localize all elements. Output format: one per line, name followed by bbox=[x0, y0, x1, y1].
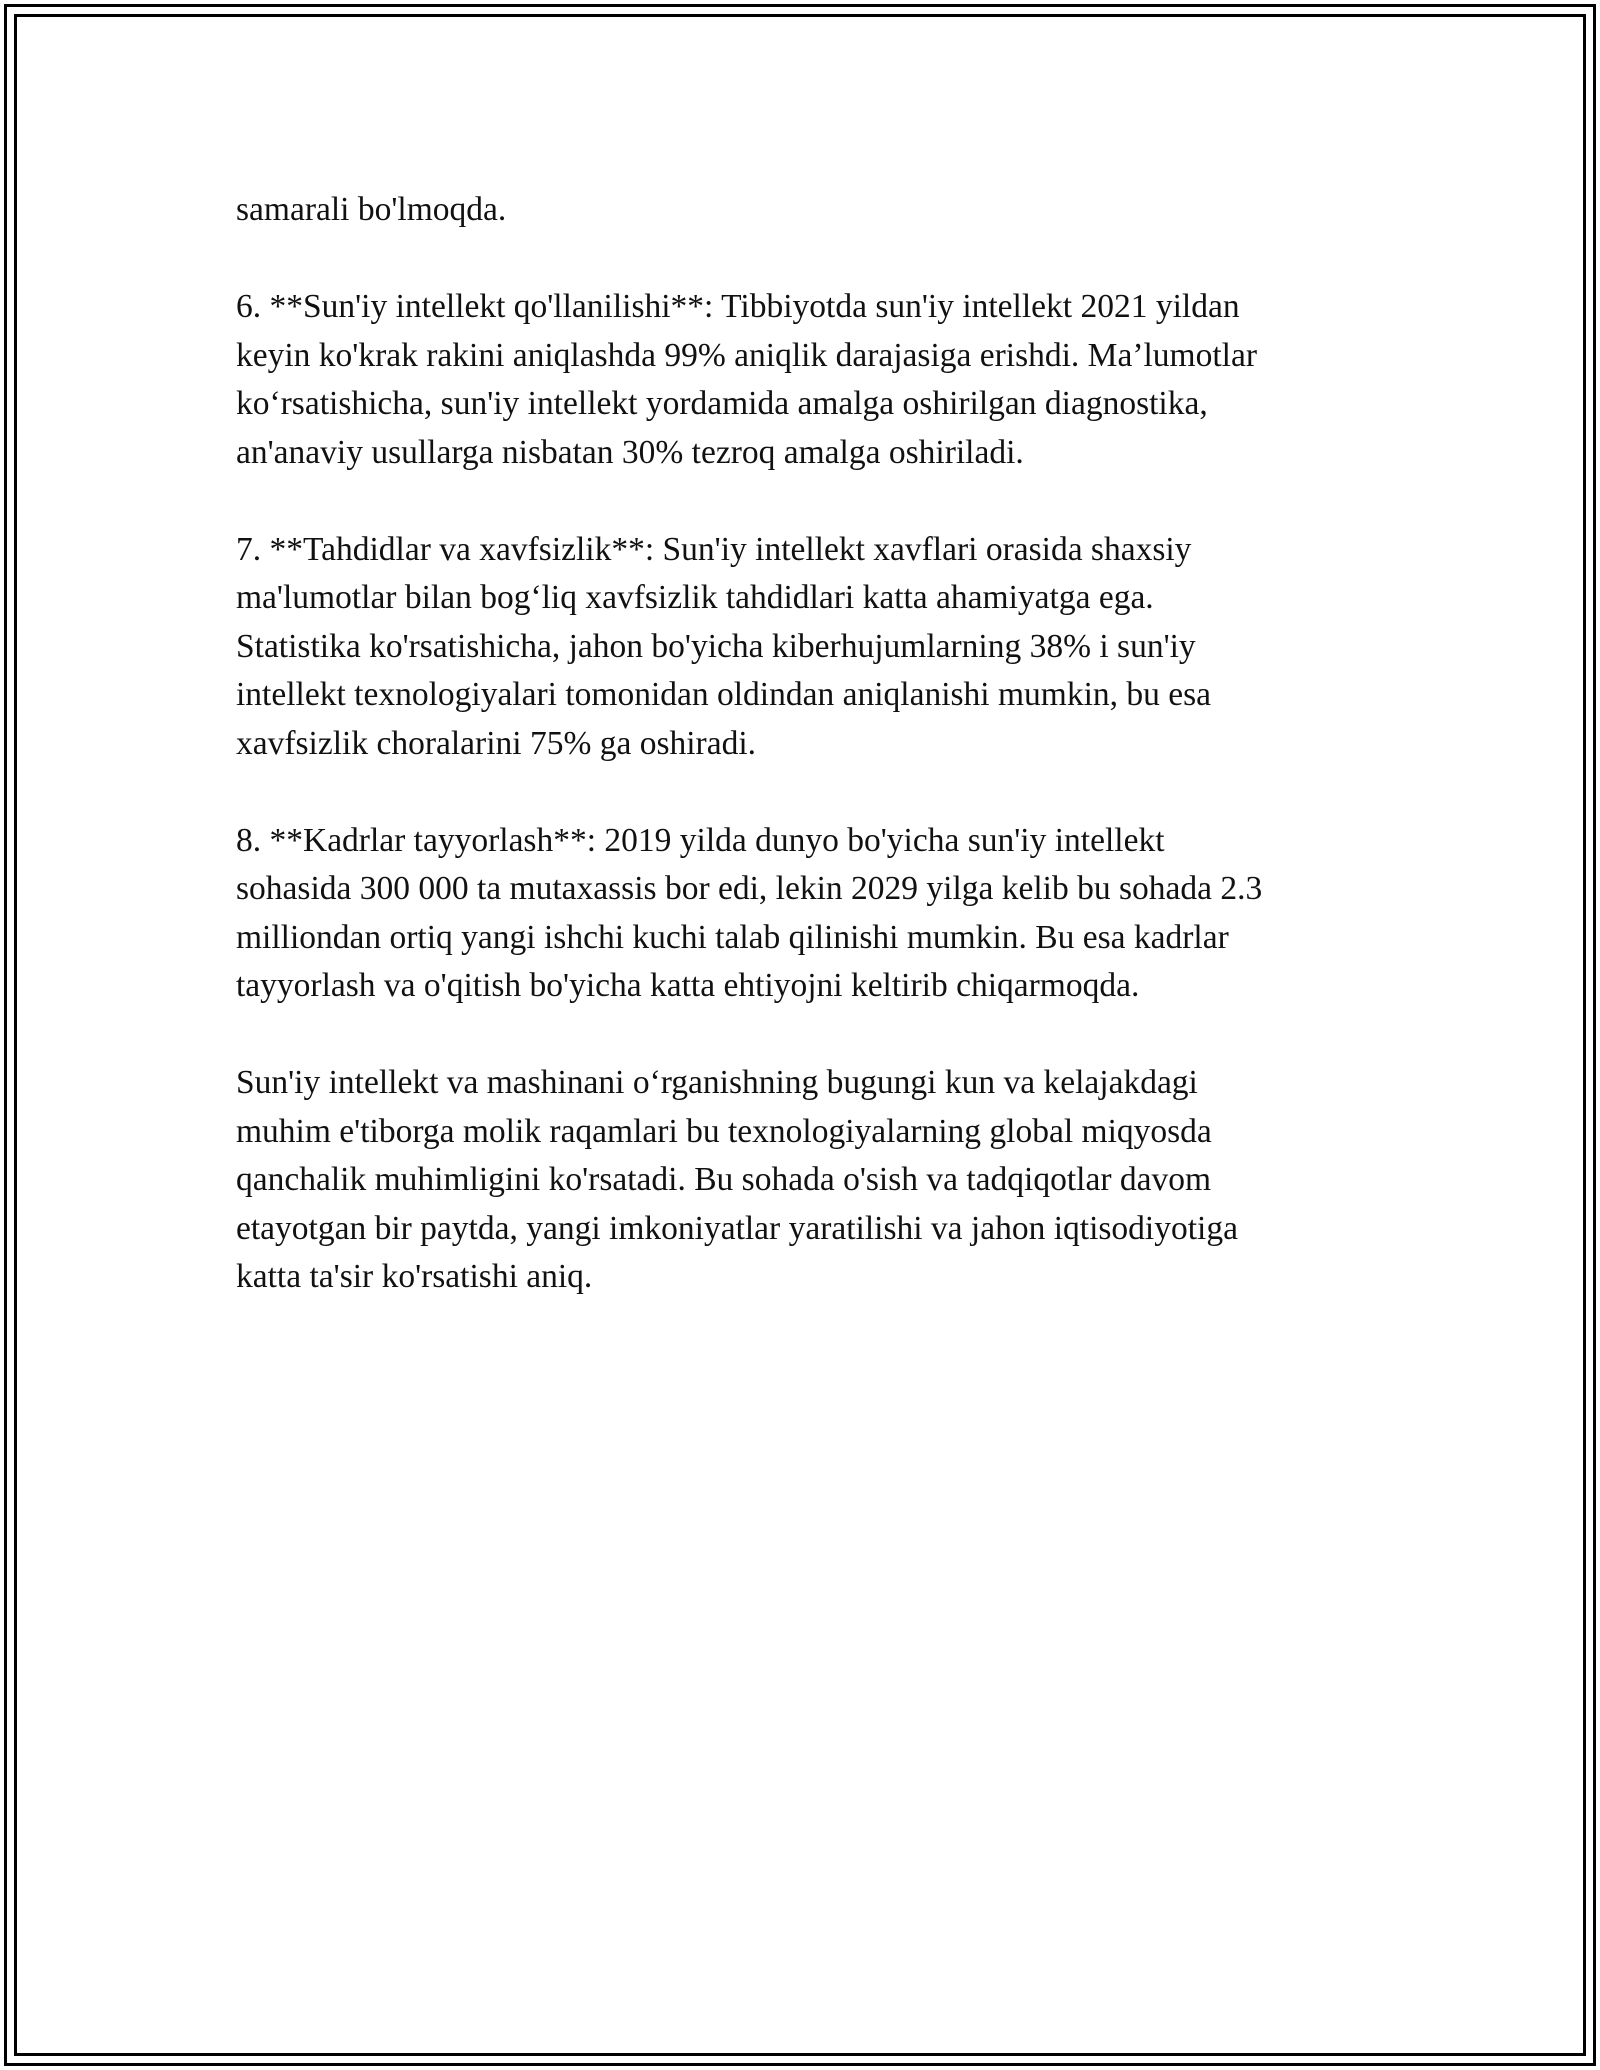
text-line: 7. **Tahdidlar va xavfsizlik**: Sun'iy intellekt xavflari orasida shaxsiy bbox=[236, 530, 1192, 568]
text-line: xavfsizlik choralarini 75% ga oshiradi. bbox=[236, 724, 757, 762]
text-line: katta ta'sir ko'rsatishi aniq. bbox=[236, 1258, 593, 1295]
text-line: qanchalik muhimligini ko'rsatadi. Bu sohada o'sish va tadqiqotlar davom bbox=[236, 1161, 1212, 1198]
text-line: 8. **Kadrlar tayyorlash**: 2019 yilda dunyo bo'yicha sun'iy intellekt bbox=[236, 821, 1165, 859]
text-line: ko‘rsatishicha, sun'iy intellekt yordamida amalga oshirilgan diagnostika, bbox=[236, 385, 1208, 422]
text-line: ma'lumotlar bilan bog‘liq xavfsizlik tahdidlari katta ahamiyatga ega. bbox=[236, 579, 1154, 616]
text-line: tayyorlash va o'qitish bo'yicha katta ehtiyojni keltirib chiqarmoqda. bbox=[236, 967, 1140, 1004]
paragraph-item-7 bbox=[236, 526, 1366, 769]
text-line: samarali bo'lmoqda. bbox=[236, 191, 507, 228]
text-line: etayotgan bir paytda, yangi imkoniyatlar yaratilishi va jahon iqtisodiyotiga bbox=[236, 1209, 1238, 1247]
text-line: sohasida 300 000 ta mutaxassis bor edi, lekin 2029 yilga kelib bu sohada 2.3 bbox=[236, 870, 1263, 907]
text-line: Sun'iy intellekt va mashinani o‘rganishning bugungi kun va kelajakdagi bbox=[236, 1064, 1198, 1101]
text-line: 6. **Sun'iy intellekt qo'llanilishi**: Tibbiyotda sun'iy intellekt 2021 yildan bbox=[236, 288, 1240, 325]
text-line: muhim e'tiborga molik raqamlari bu texnologiyalarning global miqyosda bbox=[236, 1112, 1212, 1150]
paragraph-continuation bbox=[236, 186, 1366, 235]
text-line: milliondan ortiq yangi ishchi kuchi talab qilinishi mumkin. Bu esa kadrlar bbox=[236, 918, 1229, 956]
text-line: an'anaviy usullarga nisbatan 30% tezroq amalga oshiriladi. bbox=[236, 433, 1024, 471]
text-line: intellekt texnologiyalari tomonidan oldindan aniqlanishi mumkin, bu esa bbox=[236, 676, 1212, 713]
paragraph-conclusion bbox=[236, 1059, 1366, 1302]
text-line: keyin ko'krak rakini aniqlashda 99% aniqlik darajasiga erishdi. Ma’lumotlar bbox=[236, 336, 1257, 374]
document-body bbox=[236, 186, 1366, 1350]
paragraph-item-6 bbox=[236, 283, 1366, 477]
text-line: Statistika ko'rsatishicha, jahon bo'yicha kiberhujumlarning 38% i sun'iy bbox=[236, 627, 1196, 665]
paragraph-item-8 bbox=[236, 817, 1366, 1011]
